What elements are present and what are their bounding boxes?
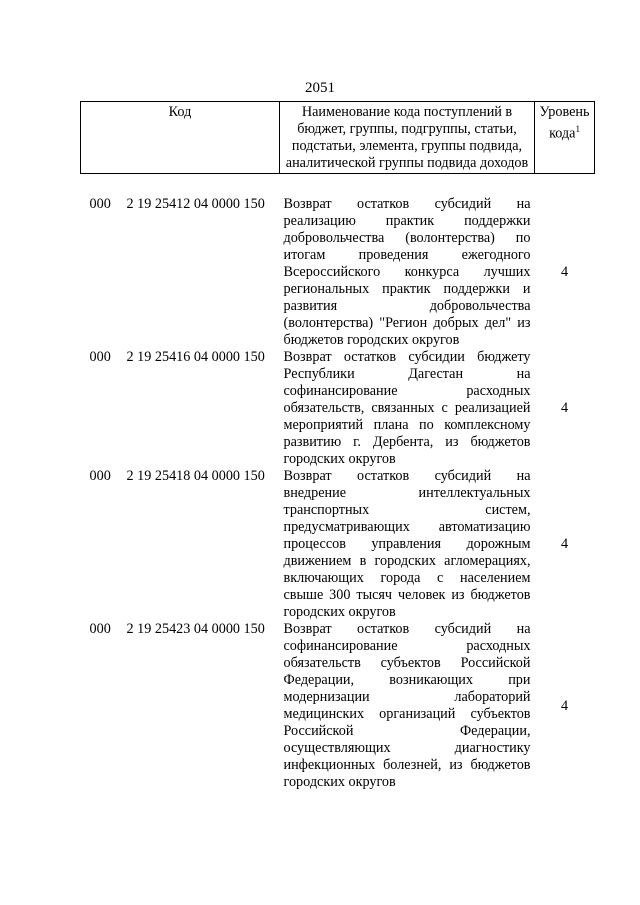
admin-code: 000 — [89, 349, 111, 365]
revenue-code: 2 19 25418 04 0000 150 — [126, 468, 265, 484]
header-level — [535, 102, 595, 174]
header-level-label: Уровень кода — [539, 104, 590, 142]
admin-code: 000 — [89, 468, 111, 484]
code-cell — [81, 621, 280, 791]
code-level: 4 — [560, 400, 569, 416]
spacer-row — [81, 174, 595, 197]
page-number: 2051 — [305, 80, 335, 96]
table-row — [81, 196, 595, 349]
table-header-row — [81, 102, 595, 174]
code-cell — [81, 196, 280, 349]
admin-code: 000 — [89, 196, 111, 212]
header-name: Наименование кода поступлений в бюджет, группы, подгруппы, статьи, подстатьи, элемента, группы подвида, аналитической группы подвида доходов — [280, 102, 535, 174]
code-cell — [81, 349, 280, 468]
admin-code: 000 — [89, 621, 111, 637]
revenue-code: 2 19 25416 04 0000 150 — [126, 349, 265, 365]
code-name: Возврат остатков субсидии бюджету Республики Дагестан на софинансирование расходных обязательств, связанных с реализацией мероприятий плана по комплексному развитию г. Дербента, из бюджетов городских округов — [283, 349, 531, 467]
revenue-code: 2 19 25423 04 0000 150 — [126, 621, 265, 637]
code-name: Возврат остатков субсидий на внедрение интеллектуальных транспортных систем, предусматривающих автоматизацию процессов управления дорожным движением в городских агломерациях, включающих города с населением свыше 300 тысяч человек из бюджетов городских округов — [283, 468, 531, 620]
footnote-marker: 1 — [575, 124, 580, 134]
code-level: 4 — [560, 536, 569, 552]
code-level: 4 — [560, 264, 569, 280]
table-row — [81, 349, 595, 468]
code-name: Возврат остатков субсидий на софинансирование расходных обязательств субъектов Российской Федерации, возникающих при модернизации лабораторий медицинских организаций субъектов Российской Федерации, осуществляющих диагностику инфекционных болезней, из бюджетов городских округов — [283, 621, 531, 790]
revenue-code: 2 19 25412 04 0000 150 — [126, 196, 265, 212]
code-name: Возврат остатков субсидий на реализацию практик поддержки добровольчества (волонтерства) по итогам проведения ежегодного Всероссийского конкурса лучших региональных практик поддержки и развития добровольчества (волонтерства) "Регион добрых дел" из бюджетов городских округов — [283, 196, 531, 348]
table-row — [81, 621, 595, 791]
header-code: Код — [81, 102, 280, 174]
revenue-codes-table — [80, 101, 595, 791]
table-row — [81, 468, 595, 621]
code-level: 4 — [560, 697, 569, 714]
code-cell — [81, 468, 280, 621]
